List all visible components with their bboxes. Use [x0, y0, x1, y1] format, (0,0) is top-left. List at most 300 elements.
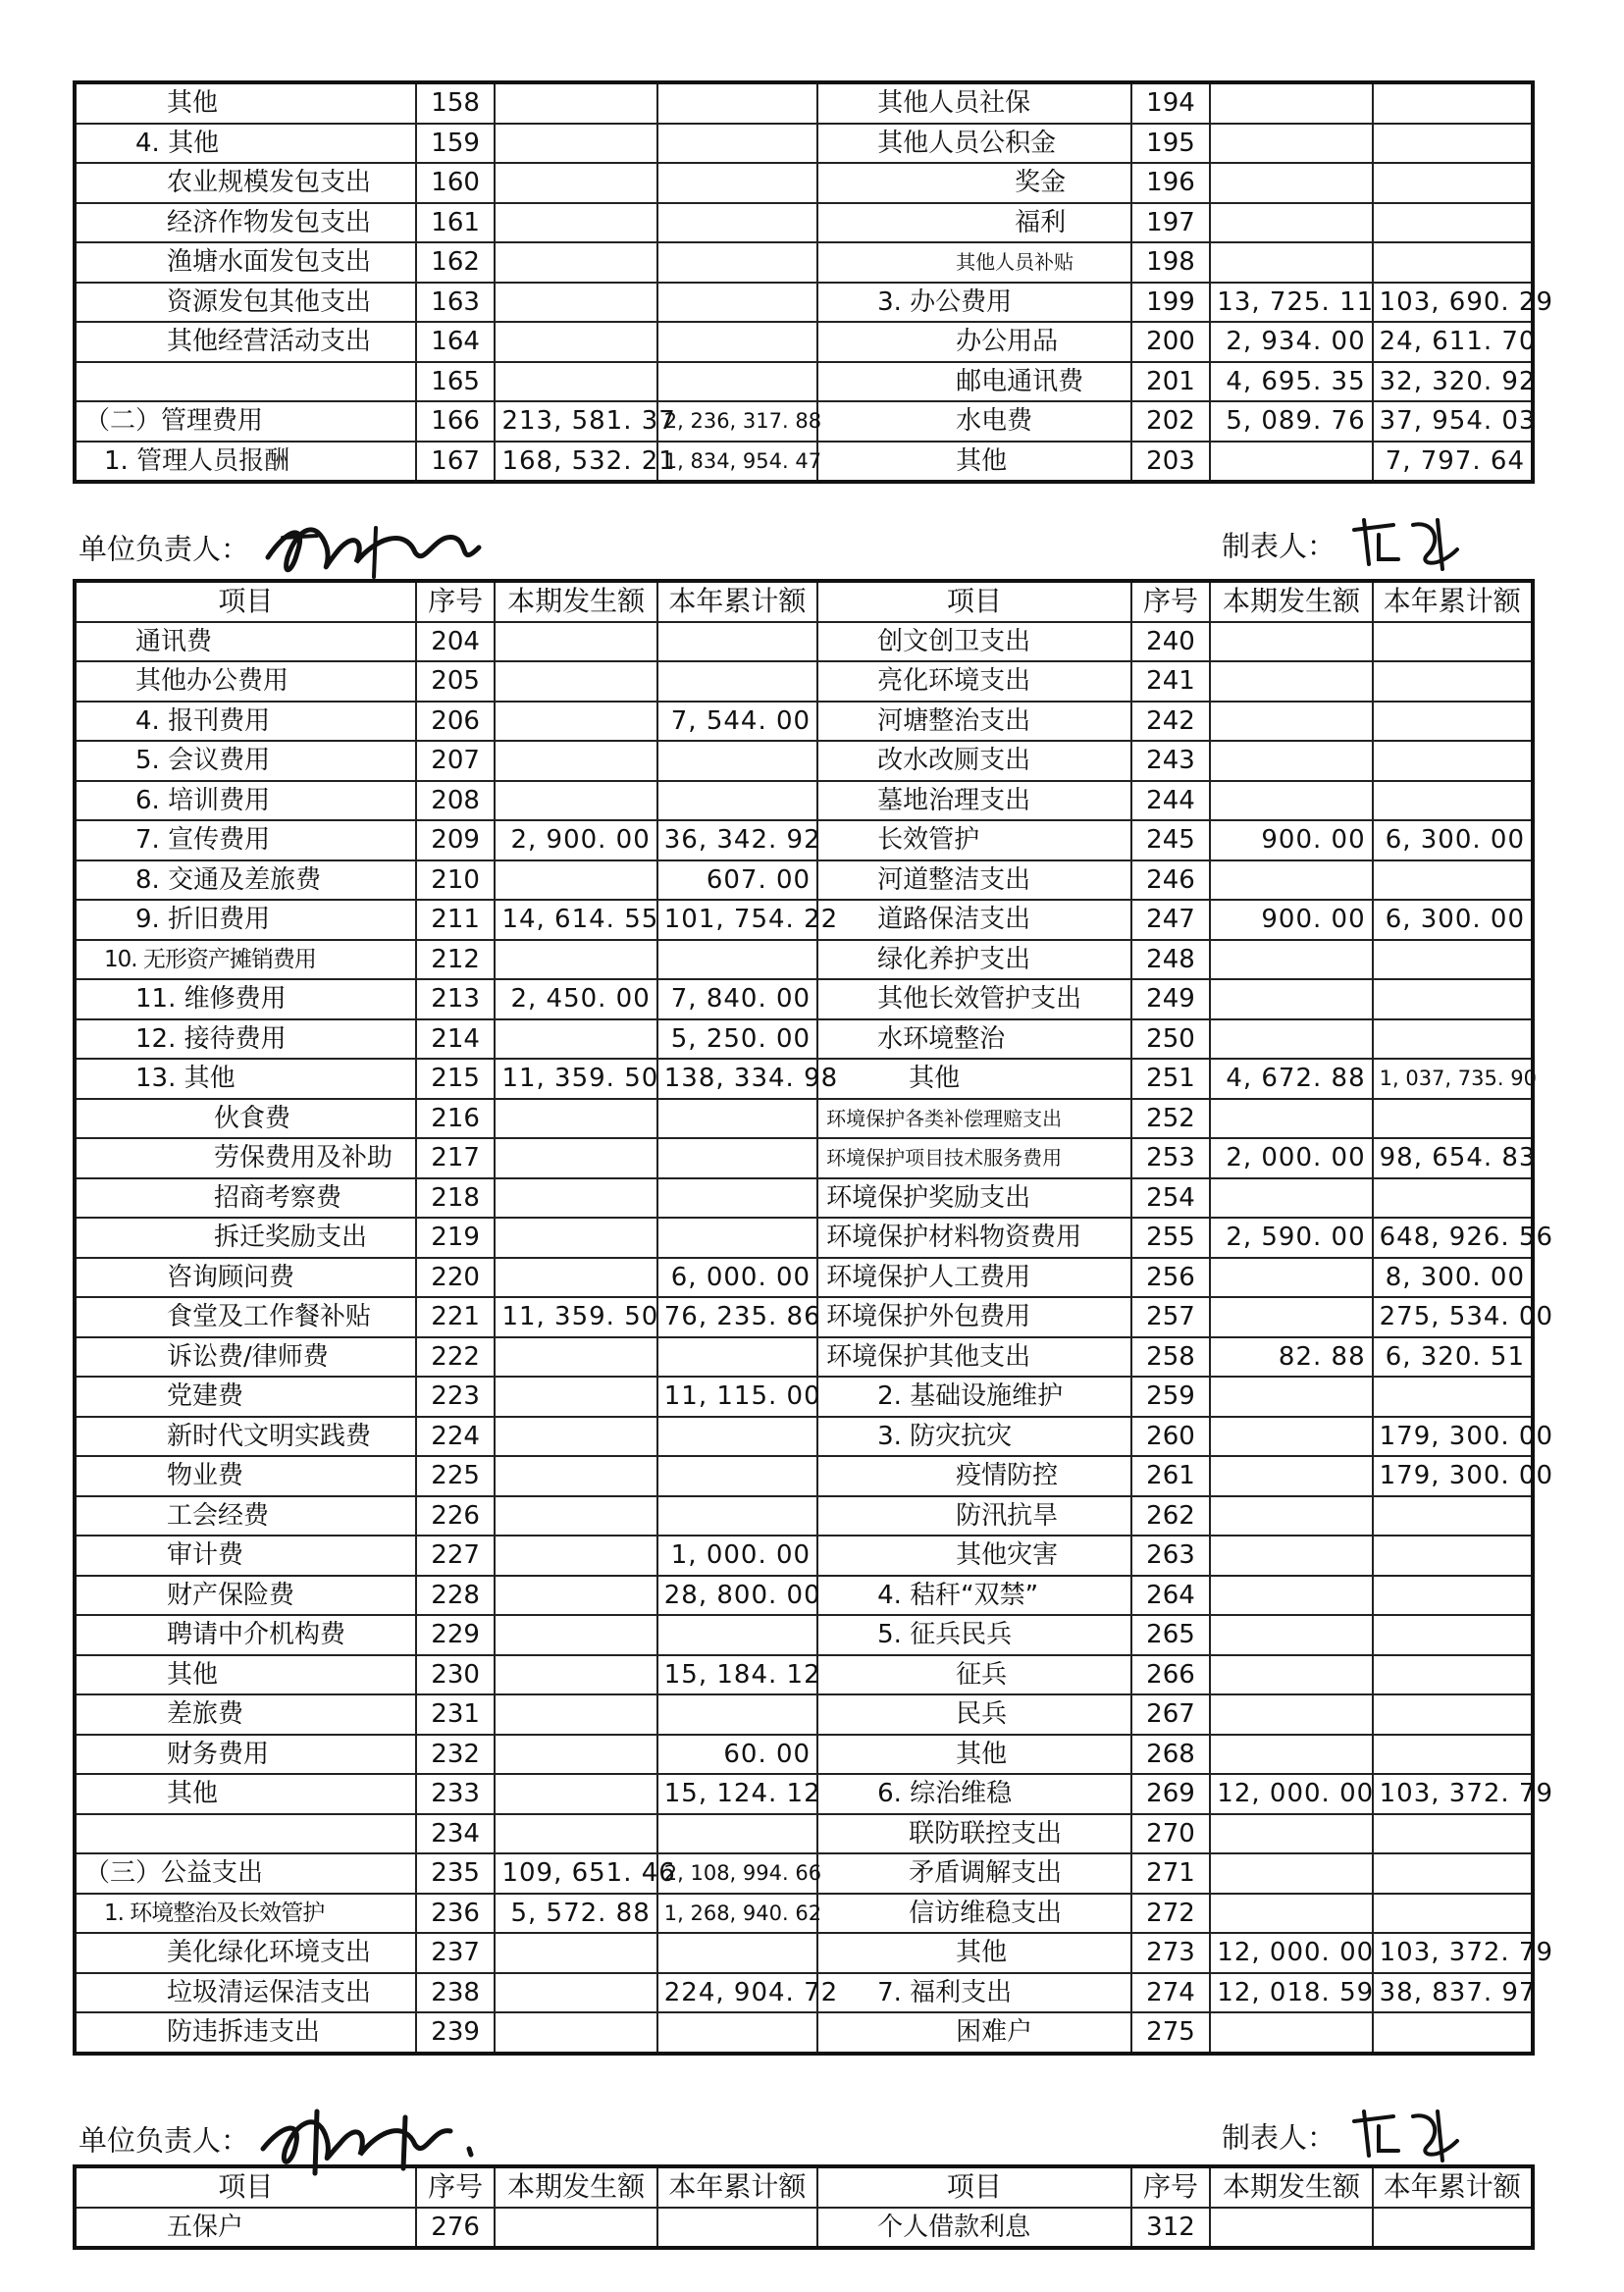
cell-item-right: 奖金 — [817, 163, 1131, 203]
cell-ytd — [657, 322, 817, 362]
cell-no-right: 197 — [1131, 203, 1211, 243]
cell-no: 226 — [416, 1496, 496, 1537]
cell-ytd: 607. 00 — [657, 860, 817, 901]
cell-current-right: 2, 934. 00 — [1210, 322, 1372, 362]
table-row — [75, 979, 1533, 1019]
table-row — [75, 1694, 1533, 1735]
table-row — [75, 900, 1533, 940]
cell-ytd-right — [1373, 82, 1533, 124]
cell-item: 11. 维修费用 — [75, 979, 416, 1019]
cell-item-right: 疫情防控 — [817, 1456, 1131, 1496]
cell-ytd: 101, 754. 22 — [657, 900, 817, 940]
cell-current — [495, 1456, 656, 1496]
cell-ytd-right — [1373, 2012, 1533, 2054]
cell-no-right: 275 — [1131, 2012, 1211, 2054]
cell-ytd-right — [1373, 163, 1533, 203]
cell-current-right — [1210, 2012, 1372, 2054]
cell-current: 11, 359. 50 — [495, 1059, 656, 1099]
cell-no-right: 274 — [1131, 1973, 1211, 2013]
cell-no-right: 203 — [1131, 442, 1211, 483]
cell-current-right — [1210, 1456, 1372, 1496]
cell-item: 1. 环境整治及长效管护 — [75, 1894, 416, 1934]
cell-ytd — [657, 1615, 817, 1655]
cell-item-right: 民兵 — [817, 1694, 1131, 1735]
cell-item: 劳保费用及补助 — [75, 1138, 416, 1178]
cell-item-right: 环境保护其他支出 — [817, 1337, 1131, 1378]
cell-current — [495, 741, 656, 781]
cell-no: 213 — [416, 979, 496, 1019]
cell-ytd-right: 37, 954. 03 — [1373, 401, 1533, 442]
table-row — [75, 1377, 1533, 1417]
cell-ytd-right: 103, 372. 79 — [1373, 1774, 1533, 1814]
cell-ytd — [657, 203, 817, 243]
cell-current — [495, 860, 656, 901]
cell-item-right: 其他人员公积金 — [817, 124, 1131, 164]
cell-ytd — [657, 661, 817, 702]
cell-current — [495, 1933, 656, 1973]
cell-current-right: 82. 88 — [1210, 1337, 1372, 1378]
cell-current-right — [1210, 1735, 1372, 1775]
cell-item — [75, 1814, 416, 1854]
cell-ytd-right — [1373, 1894, 1533, 1934]
cell-item-right: 办公用品 — [817, 322, 1131, 362]
cell-item: 其他办公费用 — [75, 661, 416, 702]
cell-item-right: 个人借款利息 — [817, 2208, 1131, 2249]
cell-ytd — [657, 1138, 817, 1178]
cell-no-right: 264 — [1131, 1576, 1211, 1616]
cell-ytd-right: 38, 837. 97 — [1373, 1973, 1533, 2013]
cell-current — [495, 163, 656, 203]
cell-item-right: 联防联控支出 — [817, 1814, 1131, 1854]
table-row — [75, 1337, 1533, 1378]
cell-item-right: 5. 征兵民兵 — [817, 1615, 1131, 1655]
cell-item: 4. 报刊费用 — [75, 702, 416, 742]
cell-current-right — [1210, 622, 1372, 662]
cell-no-right: 312 — [1131, 2208, 1211, 2249]
cell-ytd — [657, 622, 817, 662]
col-header-ytd-right: 本年累计额 — [1373, 581, 1533, 622]
table-row — [75, 322, 1533, 362]
cell-item-right: 亮化环境支出 — [817, 661, 1131, 702]
cell-current-right — [1210, 1496, 1372, 1537]
cell-current-right: 12, 018. 59 — [1210, 1973, 1372, 2013]
cell-ytd-right — [1373, 242, 1533, 283]
cell-current: 2, 900. 00 — [495, 820, 656, 860]
cell-ytd: 5, 250. 00 — [657, 1019, 817, 1060]
cell-current-right: 4, 672. 88 — [1210, 1059, 1372, 1099]
col-header-current-right: 本期发生额 — [1210, 2166, 1372, 2208]
cell-ytd — [657, 124, 817, 164]
cell-item-right: 2. 基础设施维护 — [817, 1377, 1131, 1417]
table-row — [75, 1297, 1533, 1337]
cell-no: 229 — [416, 1615, 496, 1655]
cell-current-right — [1210, 1178, 1372, 1219]
cell-item: 资源发包其他支出 — [75, 283, 416, 323]
col-header-item-right: 项目 — [817, 2166, 1131, 2208]
cell-current — [495, 1417, 656, 1457]
cell-ytd-right: 179, 300. 00 — [1373, 1417, 1533, 1457]
cell-current: 14, 614. 55 — [495, 900, 656, 940]
cell-item: 审计费 — [75, 1536, 416, 1576]
cell-current-right — [1210, 242, 1372, 283]
table-row — [75, 741, 1533, 781]
cell-item-right: 3. 办公费用 — [817, 283, 1131, 323]
cell-no: 230 — [416, 1655, 496, 1695]
cell-item: 财务费用 — [75, 1735, 416, 1775]
cell-no-right: 194 — [1131, 82, 1211, 124]
table-row — [75, 1655, 1533, 1695]
cell-ytd: 36, 342. 92 — [657, 820, 817, 860]
cell-item-right: 其他 — [817, 442, 1131, 483]
cell-current — [495, 1337, 656, 1378]
table-row — [75, 1178, 1533, 1219]
cell-item: 五保户 — [75, 2208, 416, 2249]
cell-current-right — [1210, 2208, 1372, 2249]
cell-item: 渔塘水面发包支出 — [75, 242, 416, 283]
cell-item: （二）管理费用 — [75, 401, 416, 442]
cell-ytd-right — [1373, 1496, 1533, 1537]
cell-current — [495, 322, 656, 362]
cell-current — [495, 1655, 656, 1695]
cell-ytd-right — [1373, 622, 1533, 662]
cell-current-right — [1210, 661, 1372, 702]
cell-item: 9. 折旧费用 — [75, 900, 416, 940]
cell-current: 109, 651. 46 — [495, 1853, 656, 1894]
cell-ytd — [657, 1218, 817, 1258]
cell-current — [495, 1258, 656, 1298]
table-row — [75, 1218, 1533, 1258]
cell-item-right: 其他 — [817, 1735, 1131, 1775]
cell-current-right: 2, 000. 00 — [1210, 1138, 1372, 1178]
cell-item-right: 其他长效管护支出 — [817, 979, 1131, 1019]
cell-ytd: 138, 334. 98 — [657, 1059, 817, 1099]
cell-current-right: 4, 695. 35 — [1210, 362, 1372, 402]
cell-ytd: 2, 108, 994. 66 — [657, 1853, 817, 1894]
table-row — [75, 1894, 1533, 1934]
cell-item-right: 创文创卫支出 — [817, 622, 1131, 662]
cell-item-right: 环境保护外包费用 — [817, 1297, 1131, 1337]
cell-ytd-right: 1, 037, 735. 90 — [1373, 1059, 1533, 1099]
table-row — [75, 1933, 1533, 1973]
cell-no-right: 268 — [1131, 1735, 1211, 1775]
cell-item: 招商考察费 — [75, 1178, 416, 1219]
table-row — [75, 2208, 1533, 2249]
table-row — [75, 940, 1533, 980]
table-row — [75, 1456, 1533, 1496]
cell-ytd-right — [1373, 1178, 1533, 1219]
table-row — [75, 283, 1533, 323]
cell-item-right: 水电费 — [817, 401, 1131, 442]
cell-current — [495, 124, 656, 164]
cell-no: 214 — [416, 1019, 496, 1060]
cell-no: 212 — [416, 940, 496, 980]
table-row — [75, 860, 1533, 901]
cell-current — [495, 1099, 656, 1139]
cell-current — [495, 1735, 656, 1775]
cell-no-right: 262 — [1131, 1496, 1211, 1537]
cell-no-right: 260 — [1131, 1417, 1211, 1457]
cell-no-right: 266 — [1131, 1655, 1211, 1695]
table-row — [75, 2012, 1533, 2054]
cell-ytd — [657, 781, 817, 821]
cell-ytd: 15, 124. 12 — [657, 1774, 817, 1814]
table-row — [75, 1059, 1533, 1099]
cell-current-right: 13, 725. 11 — [1210, 283, 1372, 323]
cell-no: 222 — [416, 1337, 496, 1378]
cell-current-right — [1210, 741, 1372, 781]
cell-no: 208 — [416, 781, 496, 821]
cell-no: 224 — [416, 1417, 496, 1457]
preparer-label: 制表人： — [1222, 529, 1336, 563]
cell-no-right: 242 — [1131, 702, 1211, 742]
cell-ytd-right — [1373, 1655, 1533, 1695]
cell-no-right: 271 — [1131, 1853, 1211, 1894]
cell-no: 231 — [416, 1694, 496, 1735]
cell-ytd — [657, 163, 817, 203]
cell-ytd — [657, 242, 817, 283]
cell-item: 12. 接待费用 — [75, 1019, 416, 1060]
cell-ytd — [657, 741, 817, 781]
cell-item-right: 长效管护 — [817, 820, 1131, 860]
ledger-table-part-1 — [73, 80, 1554, 484]
col-header-no: 序号 — [416, 581, 496, 622]
cell-item: 农业规模发包支出 — [75, 163, 416, 203]
unit-head-signature — [258, 508, 494, 587]
cell-no-right: 256 — [1131, 1258, 1211, 1298]
cell-item-right: 信访维稳支出 — [817, 1894, 1131, 1934]
cell-no-right: 269 — [1131, 1774, 1211, 1814]
cell-ytd-right — [1373, 1019, 1533, 1060]
cell-item-right: 其他人员补贴 — [817, 242, 1131, 283]
cell-ytd-right — [1373, 1694, 1533, 1735]
table-row — [75, 1536, 1533, 1576]
cell-current-right — [1210, 1377, 1372, 1417]
cell-no-right: 255 — [1131, 1218, 1211, 1258]
cell-no-right: 248 — [1131, 940, 1211, 980]
cell-item: 8. 交通及差旅费 — [75, 860, 416, 901]
cell-ytd-right: 6, 300. 00 — [1373, 820, 1533, 860]
cell-item: （三）公益支出 — [75, 1853, 416, 1894]
col-header-item: 项目 — [75, 2166, 416, 2208]
cell-item-right: 环境保护人工费用 — [817, 1258, 1131, 1298]
preparer-signature-2 — [1344, 2102, 1472, 2170]
cell-item-right: 防汛抗旱 — [817, 1496, 1131, 1537]
signature-row-1 — [79, 508, 494, 587]
cell-no-right: 240 — [1131, 622, 1211, 662]
table-row — [75, 401, 1533, 442]
cell-ytd — [657, 1933, 817, 1973]
cell-current-right — [1210, 1536, 1372, 1576]
cell-ytd-right — [1373, 702, 1533, 742]
table-header-row-3 — [75, 2166, 1533, 2208]
cell-current — [495, 242, 656, 283]
table-row — [75, 163, 1533, 203]
cell-ytd: 224, 904. 72 — [657, 1973, 817, 2013]
cell-current-right — [1210, 940, 1372, 980]
cell-ytd: 28, 800. 00 — [657, 1576, 817, 1616]
cell-ytd-right — [1373, 124, 1533, 164]
cell-item-right: 河塘整治支出 — [817, 702, 1131, 742]
cell-no: 211 — [416, 900, 496, 940]
cell-ytd-right — [1373, 781, 1533, 821]
cell-ytd-right — [1373, 860, 1533, 901]
cell-ytd-right — [1373, 1377, 1533, 1417]
cell-no-right: 249 — [1131, 979, 1211, 1019]
cell-ytd-right: 6, 320. 51 — [1373, 1337, 1533, 1378]
cell-ytd — [657, 1814, 817, 1854]
cell-ytd: 15, 184. 12 — [657, 1655, 817, 1695]
cell-ytd-right — [1373, 203, 1533, 243]
table-row — [75, 442, 1533, 483]
table-row — [75, 82, 1533, 124]
table-row — [75, 702, 1533, 742]
table-row — [75, 1576, 1533, 1616]
cell-no: 238 — [416, 1973, 496, 2013]
cell-current — [495, 622, 656, 662]
cell-current-right — [1210, 163, 1372, 203]
table-row — [75, 781, 1533, 821]
col-header-current-right: 本期发生额 — [1210, 581, 1372, 622]
cell-current-right — [1210, 1417, 1372, 1457]
cell-ytd: 1, 000. 00 — [657, 1536, 817, 1576]
cell-no-right: 257 — [1131, 1297, 1211, 1337]
cell-no-right: 201 — [1131, 362, 1211, 402]
cell-ytd-right: 98, 654. 83 — [1373, 1138, 1533, 1178]
table-row — [75, 362, 1533, 402]
cell-item-right: 河道整洁支出 — [817, 860, 1131, 901]
table-row — [75, 1615, 1533, 1655]
cell-no-right: 195 — [1131, 124, 1211, 164]
cell-ytd: 76, 235. 86 — [657, 1297, 817, 1337]
cell-ytd: 60. 00 — [657, 1735, 817, 1775]
cell-ytd — [657, 1099, 817, 1139]
cell-no-right: 263 — [1131, 1536, 1211, 1576]
cell-item-right: 矛盾调解支出 — [817, 1853, 1131, 1894]
cell-item-right: 道路保洁支出 — [817, 900, 1131, 940]
cell-current-right — [1210, 1853, 1372, 1894]
cell-no-right: 198 — [1131, 242, 1211, 283]
cell-current-right — [1210, 1019, 1372, 1060]
cell-item: 垃圾清运保洁支出 — [75, 1973, 416, 2013]
col-header-no-right: 序号 — [1131, 581, 1211, 622]
table-row — [75, 242, 1533, 283]
cell-no-right: 244 — [1131, 781, 1211, 821]
table-row — [75, 1496, 1533, 1537]
cell-no: 237 — [416, 1933, 496, 1973]
cell-item-right: 水环境整治 — [817, 1019, 1131, 1060]
cell-item-right: 改水改厕支出 — [817, 741, 1131, 781]
cell-no: 209 — [416, 820, 496, 860]
cell-item: 1. 管理人员报酬 — [75, 442, 416, 483]
cell-no-right: 245 — [1131, 820, 1211, 860]
cell-no: 205 — [416, 661, 496, 702]
cell-no-right: 273 — [1131, 1933, 1211, 1973]
cell-ytd-right — [1373, 741, 1533, 781]
cell-current-right: 12, 000. 00 — [1210, 1933, 1372, 1973]
cell-ytd — [657, 1456, 817, 1496]
cell-current — [495, 1138, 656, 1178]
cell-current-right: 900. 00 — [1210, 820, 1372, 860]
col-header-current: 本期发生额 — [495, 581, 656, 622]
unit-head-label: 单位负责人： — [79, 532, 250, 566]
cell-no: 164 — [416, 322, 496, 362]
col-header-no: 序号 — [416, 2166, 496, 2208]
preparer-signature — [1344, 510, 1472, 579]
cell-item: 新时代文明实践费 — [75, 1417, 416, 1457]
cell-ytd-right: 179, 300. 00 — [1373, 1456, 1533, 1496]
cell-no-right: 243 — [1131, 741, 1211, 781]
cell-no-right: 202 — [1131, 401, 1211, 442]
cell-no-right: 252 — [1131, 1099, 1211, 1139]
cell-no: 234 — [416, 1814, 496, 1854]
cell-current — [495, 1496, 656, 1537]
cell-ytd — [657, 1694, 817, 1735]
cell-current — [495, 283, 656, 323]
cell-ytd — [657, 82, 817, 124]
col-header-ytd-right: 本年累计额 — [1373, 2166, 1533, 2208]
cell-current-right — [1210, 1099, 1372, 1139]
cell-ytd-right: 7, 797. 64 — [1373, 442, 1533, 483]
cell-item-right: 邮电通讯费 — [817, 362, 1131, 402]
cell-current — [495, 1615, 656, 1655]
col-header-ytd: 本年累计额 — [657, 581, 817, 622]
cell-no: 227 — [416, 1536, 496, 1576]
ledger-table-part-3 — [73, 2164, 1535, 2250]
cell-item: 伙食费 — [75, 1099, 416, 1139]
table-row — [75, 1973, 1533, 2013]
table-row — [75, 1774, 1533, 1814]
cell-item-right: 环境保护各类补偿理赔支出 — [817, 1099, 1131, 1139]
cell-current — [495, 1536, 656, 1576]
preparer-row-1 — [1222, 510, 1472, 579]
cell-no-right: 265 — [1131, 1615, 1211, 1655]
cell-current — [495, 203, 656, 243]
cell-no-right: 199 — [1131, 283, 1211, 323]
preparer-label-2: 制表人： — [1222, 2120, 1336, 2155]
cell-item: 5. 会议费用 — [75, 741, 416, 781]
cell-ytd — [657, 1337, 817, 1378]
cell-current — [495, 1973, 656, 2013]
cell-item-right: 环境保护奖励支出 — [817, 1178, 1131, 1219]
cell-item: 工会经费 — [75, 1496, 416, 1537]
cell-no-right: 241 — [1131, 661, 1211, 702]
cell-no: 161 — [416, 203, 496, 243]
cell-no: 206 — [416, 702, 496, 742]
cell-item: 通讯费 — [75, 622, 416, 662]
cell-current-right: 900. 00 — [1210, 900, 1372, 940]
cell-ytd: 1, 834, 954. 47 — [657, 442, 817, 483]
cell-item: 4. 其他 — [75, 124, 416, 164]
col-header-current: 本期发生额 — [495, 2166, 656, 2208]
cell-ytd-right — [1373, 1099, 1533, 1139]
cell-item: 咨询顾问费 — [75, 1258, 416, 1298]
table-row — [75, 1258, 1533, 1298]
cell-no: 166 — [416, 401, 496, 442]
cell-current: 2, 450. 00 — [495, 979, 656, 1019]
cell-current — [495, 702, 656, 742]
cell-ytd: 7, 544. 00 — [657, 702, 817, 742]
cell-no-right: 196 — [1131, 163, 1211, 203]
table-row — [75, 1019, 1533, 1060]
cell-current-right — [1210, 203, 1372, 243]
table-row — [75, 1814, 1533, 1854]
cell-item: 差旅费 — [75, 1694, 416, 1735]
cell-current — [495, 1377, 656, 1417]
cell-no: 218 — [416, 1178, 496, 1219]
cell-current: 168, 532. 21 — [495, 442, 656, 483]
col-header-item-right: 项目 — [817, 581, 1131, 622]
cell-ytd — [657, 283, 817, 323]
